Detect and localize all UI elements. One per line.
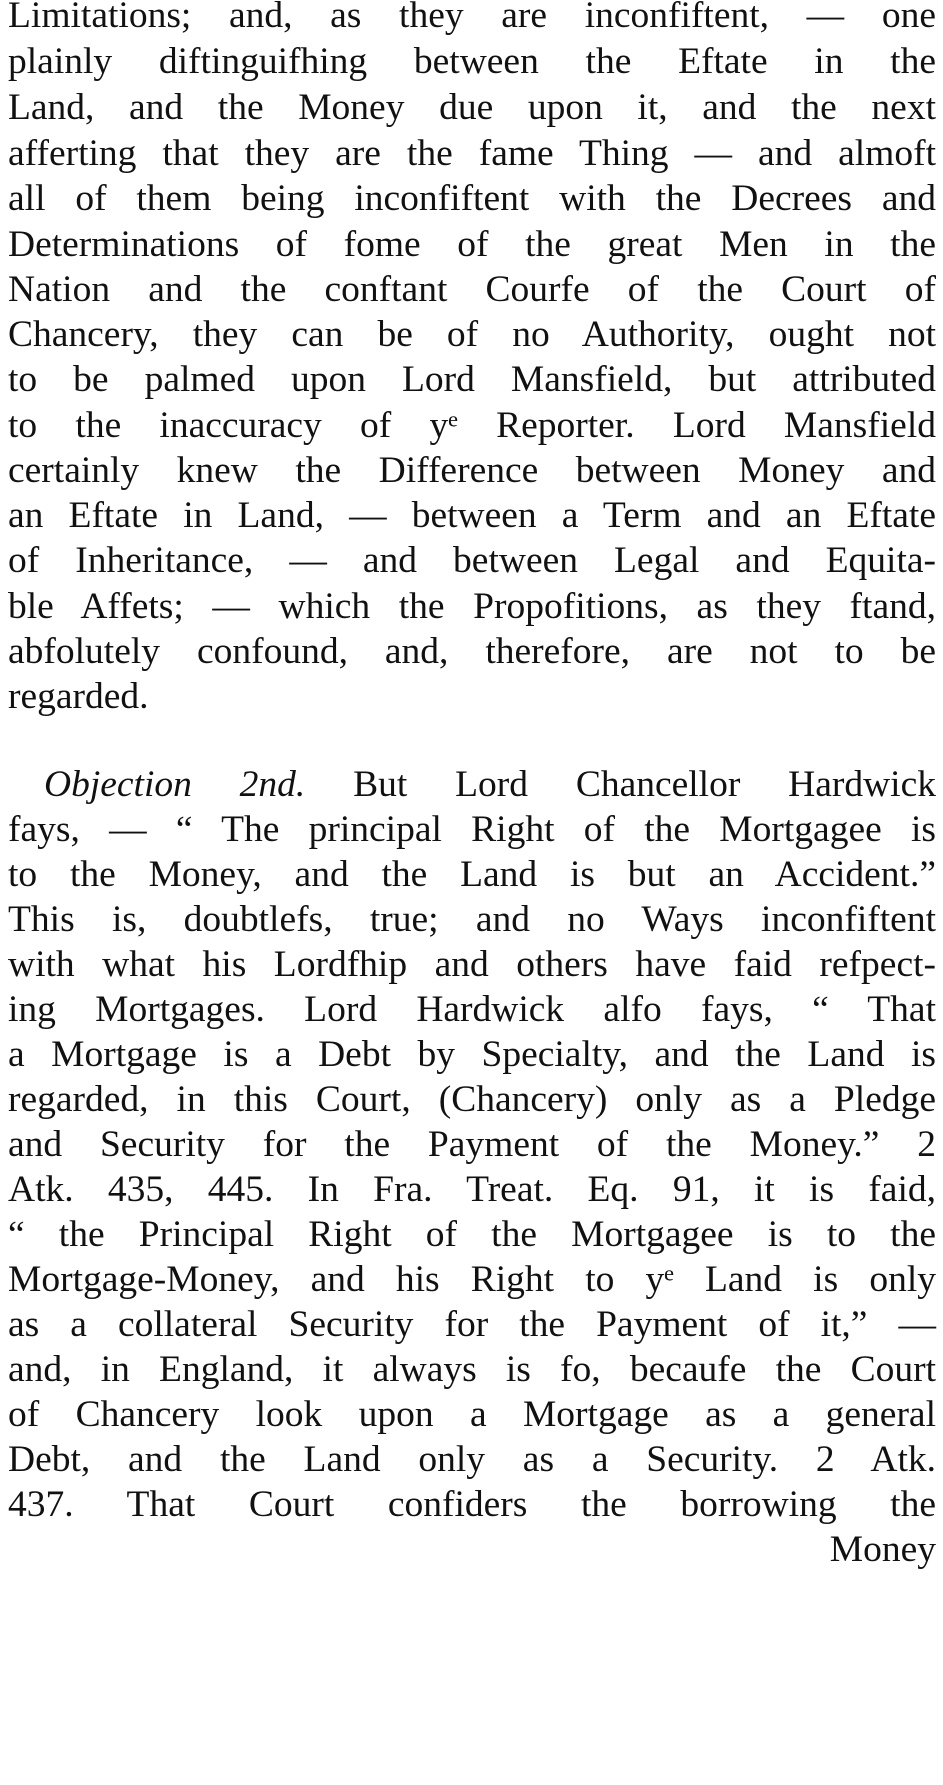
text-line: Nation and the conftant Courfe of the Court of	[8, 269, 936, 310]
text-line: and Security for the Payment of the Money.” 2	[8, 1124, 936, 1165]
text-line: Determinations of fome of the great Men in the	[8, 224, 936, 265]
text-line: to be palmed upon Lord Mansfield, but attributed	[8, 359, 936, 400]
catchword: Money	[829, 1529, 936, 1570]
text-line: a Mortgage is a Debt by Specialty, and the Land is	[8, 1034, 936, 1075]
text-line: Atk. 435, 445. In Fra. Treat. Eq. 91, it is faid,	[8, 1169, 936, 1210]
text-line: with what his Lordfhip and others have faid refpect-	[8, 944, 936, 985]
text-segment: But Lord Chancellor Hardwick	[353, 764, 936, 805]
text-line: an Eftate in Land, — between a Term and an Eftate	[8, 495, 936, 536]
text-line: of Inheritance, — and between Legal and Equita-	[8, 540, 936, 581]
text-line: Limitations; and, as they are inconfiftent, — one	[8, 0, 936, 36]
text-line: “ the Principal Right of the Mortgagee is to the	[8, 1214, 936, 1255]
text-line: all of them being inconfiftent with the Decrees and	[8, 178, 936, 219]
text-line: Land, and the Money due upon it, and the next	[8, 87, 936, 128]
text-line: as a collateral Security for the Payment of it,” —	[8, 1304, 936, 1345]
objection-heading-line	[44, 763, 936, 807]
text-line: Debt, and the Land only as a Security. 2 Atk.	[8, 1439, 936, 1480]
text-line: ble Affets; — which the Propofitions, as they ftand,	[8, 586, 936, 627]
text-line: regarded, in this Court, (Chancery) only as a Pledge	[8, 1079, 936, 1120]
text-line: ing Mortgages. Lord Hardwick alfo fays, “ That	[8, 989, 936, 1030]
text-line: Chancery, they can be of no Authority, ought not	[8, 314, 936, 355]
text-line: abfolutely confound, and, therefore, are not to be	[8, 631, 936, 672]
text-line: 437. That Court confiders the borrowing the	[8, 1484, 936, 1525]
text-line: regarded.	[8, 676, 149, 717]
text-line: certainly knew the Difference between Money and	[8, 450, 936, 491]
text-line: of Chancery look upon a Mortgage as a general	[8, 1394, 936, 1435]
text-line: afferting that they are the fame Thing — and almoft	[8, 133, 936, 174]
text-line: fays, — “ The principal Right of the Mortgagee is	[8, 809, 936, 850]
text-line: to the inaccuracy of yᵉ Reporter. Lord Mansfield	[8, 405, 936, 446]
objection-heading: Objection 2nd.	[44, 764, 306, 805]
text-line: to the Money, and the Land is but an Accident.”	[8, 854, 936, 895]
book-page	[8, 0, 938, 1785]
text-line: and, in England, it always is fo, becaufe the Court	[8, 1349, 936, 1390]
text-line: Mortgage-Money, and his Right to yᵉ Land is only	[8, 1259, 936, 1300]
text-line: This is, doubtlefs, true; and no Ways inconfiftent	[8, 899, 936, 940]
text-line: plainly diftinguifhing between the Eftate in the	[8, 41, 936, 82]
